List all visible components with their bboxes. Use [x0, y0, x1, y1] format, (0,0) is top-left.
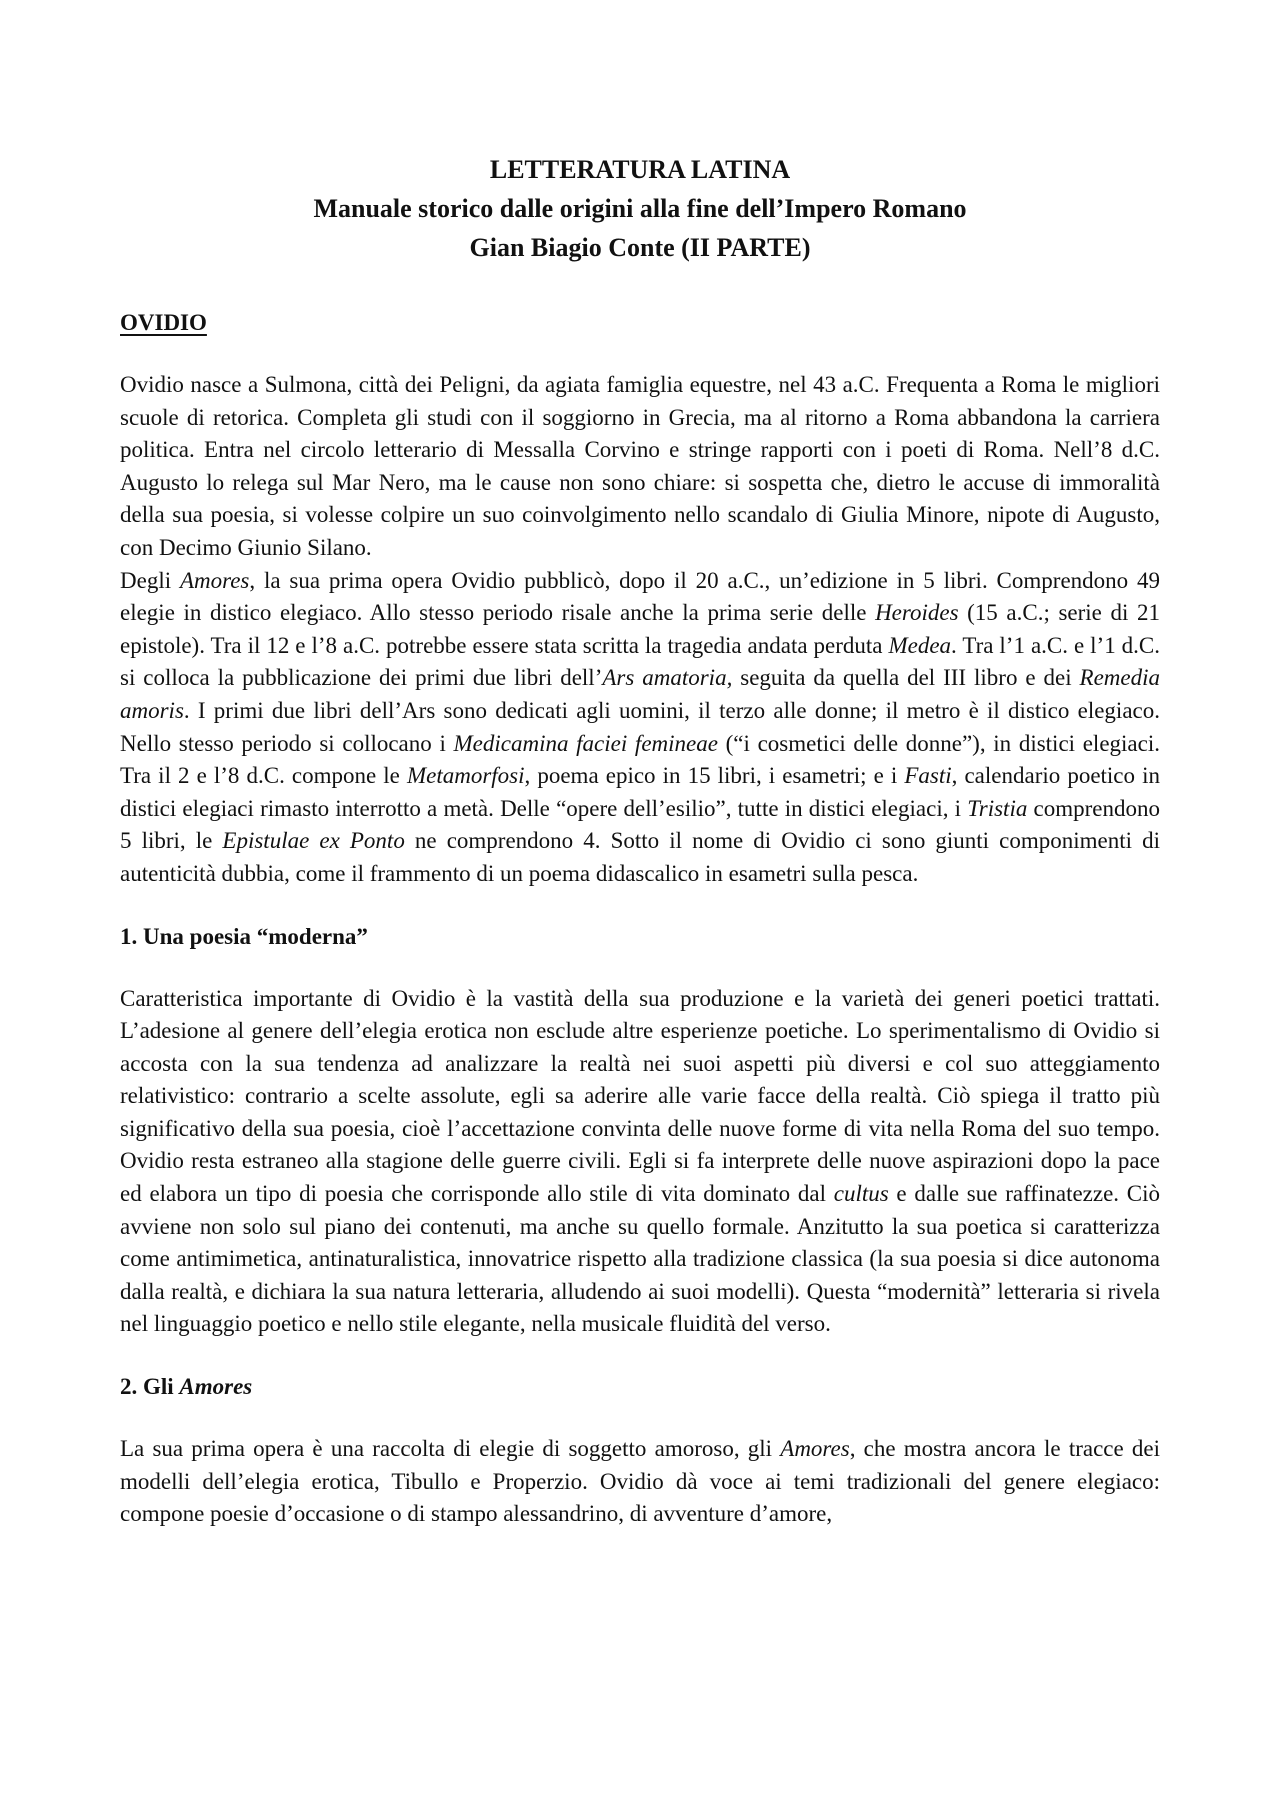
work-title-italic: Medicamina faciei femineae	[453, 730, 718, 756]
document-subtitle: Manuale storico dalle origini alla fine dell’Impero Romano	[313, 194, 967, 223]
document-header	[120, 150, 1160, 267]
work-title-italic: Metamorfosi	[406, 763, 525, 789]
document-title: LETTERATURA LATINA	[489, 155, 791, 184]
paragraph-biography: Ovidio nasce a Sulmona, città dei Peligni, da agiata famiglia equestre, nel 43 a.C. Frequenta a Roma le migliori scuole di retorica. Completa gli studi con il soggiorno in Grecia, ma al ritorno a Roma abbandona la carriera politica. Entra nel circolo letterario di Messalla Corvino e stringe rapporti con i poeti di Roma. Nell’8 d.C. Augusto lo relega sul Mar Nero, ma le cause non sono chiare: si sospetta che, dietro le accuse di immoralità della sua poesia, si volesse colpire un suo coinvolgimento nello scandalo di Giulia Minore, nipote di Augusto, con Decimo Giunio Silano.	[120, 372, 1160, 560]
paragraph-poesia-moderna: Caratteristica importante di Ovidio è la vastità della sua produzione e la varietà dei generi poetici trattati. L’adesione al genere dell’elegia erotica non esclude altre esperienze poetiche. Lo sperimentalismo di Ovidio si accosta con la sua tendenza ad analizzare la realtà nei suoi aspetti più diversi e col suo atteggiamento relativistico: contrario a scelte assolute, egli sa aderire alle varie facce della realtà. Ciò spiega il tratto più significativo della sua poesia, cioè l’accettazione convinta delle nuove forme di vita nella Roma del suo tempo. Ovidio resta estraneo alla stagione delle guerre civili. Egli si fa interprete delle nuove aspirazioni dopo la pace ed elabora un tipo di poesia che corrisponde allo stile di vita dominato dal cultus e dalle sue raffinatezze. Ciò avviene non solo sul piano dei contenuti, ma anche su quello formale. Anzitutto la sua poetica si caratterizza come antimimetica, antinaturalistica, innovatrice rispetto alla tradizione classica (la sua poesia si dice autonoma dalla realtà, e dichiara la sua natura letteraria, alludendo ai suoi modelli). Questa “modernità” letteraria si rivela nel linguaggio poetico e nello stile elegante, nella musicale fluidità del verso.	[120, 985, 1161, 1337]
section-heading-ovidio: OVIDIO	[120, 310, 207, 335]
section-heading-amores: 2. Gli Amores	[120, 1374, 253, 1400]
paragraph-works: Degli Amores, la sua prima opera Ovidio pubblicò, dopo il 20 a.C., un’edizione in 5 libri. Comprendono 49 elegie in distico elegiaco. Allo stesso periodo risale anche la prima serie delle Heroides (15 a.C.; serie di 21 epistole). Tra il 12 e l’8 a.C. potrebbe essere stata scritta la tragedia andata perduta Medea. Tra l’1 a.C. e l’1 d.C. si colloca la pubblicazione dei primi due libri dell’Ars amatoria, seguita da quella del III libro e dei Remedia amoris. I primi due libri dell’Ars sono dedicati agli uomini, il terzo alle donne; il metro è il distico elegiaco. Nello stesso periodo si collocano i Medicamina faciei femineae (“i cosmetici delle donne”), in distici elegiaci. Tra il 2 e l’8 d.C. compone le Metamorfosi, poema epico in 15 libri, i esametri; e i Fasti, calendario poetico in distici elegiaci rimasto interrotto a metà. Delle “opere dell’esilio”, tutte in distici elegiaci, i Tristia comprendono 5 libri, le Epistulae ex Ponto ne comprendono 4. Sotto il nome di Ovidio ci sono giunti componimenti di autenticità dubbia, come il frammento di un poema didascalico in esametri sulla pesca.	[120, 567, 1161, 886]
work-title-italic: Epistulae ex Ponto	[222, 828, 405, 854]
work-title-italic: Heroides	[875, 600, 959, 626]
document-page	[120, 150, 1160, 1531]
paragraph-amores: La sua prima opera è una raccolta di elegie di soggetto amoroso, gli Amores, che mostra ancora le tracce dei modelli dell’elegia erotica, Tibullo e Properzio. Ovidio dà voce ai temi tradizionali del genere elegiaco: compone poesie d’occasione o di stampo alessandrino, di avventure d’amore,	[120, 1436, 1160, 1527]
section-heading-poesia-moderna: 1. Una poesia “moderna”	[120, 923, 368, 949]
document-author: Gian Biagio Conte (II PARTE)	[469, 233, 811, 262]
term-italic: cultus	[833, 1181, 889, 1207]
work-title-italic: Ars amatoria,	[602, 665, 733, 691]
work-title-italic: Remedia amoris	[120, 665, 1160, 723]
work-title-italic: Amores	[179, 567, 250, 593]
work-title-italic: Fasti	[904, 763, 952, 789]
work-title-italic: Medea	[888, 632, 952, 658]
work-title-italic: Tristia	[967, 795, 1028, 821]
work-title-italic: Amores	[780, 1436, 850, 1462]
